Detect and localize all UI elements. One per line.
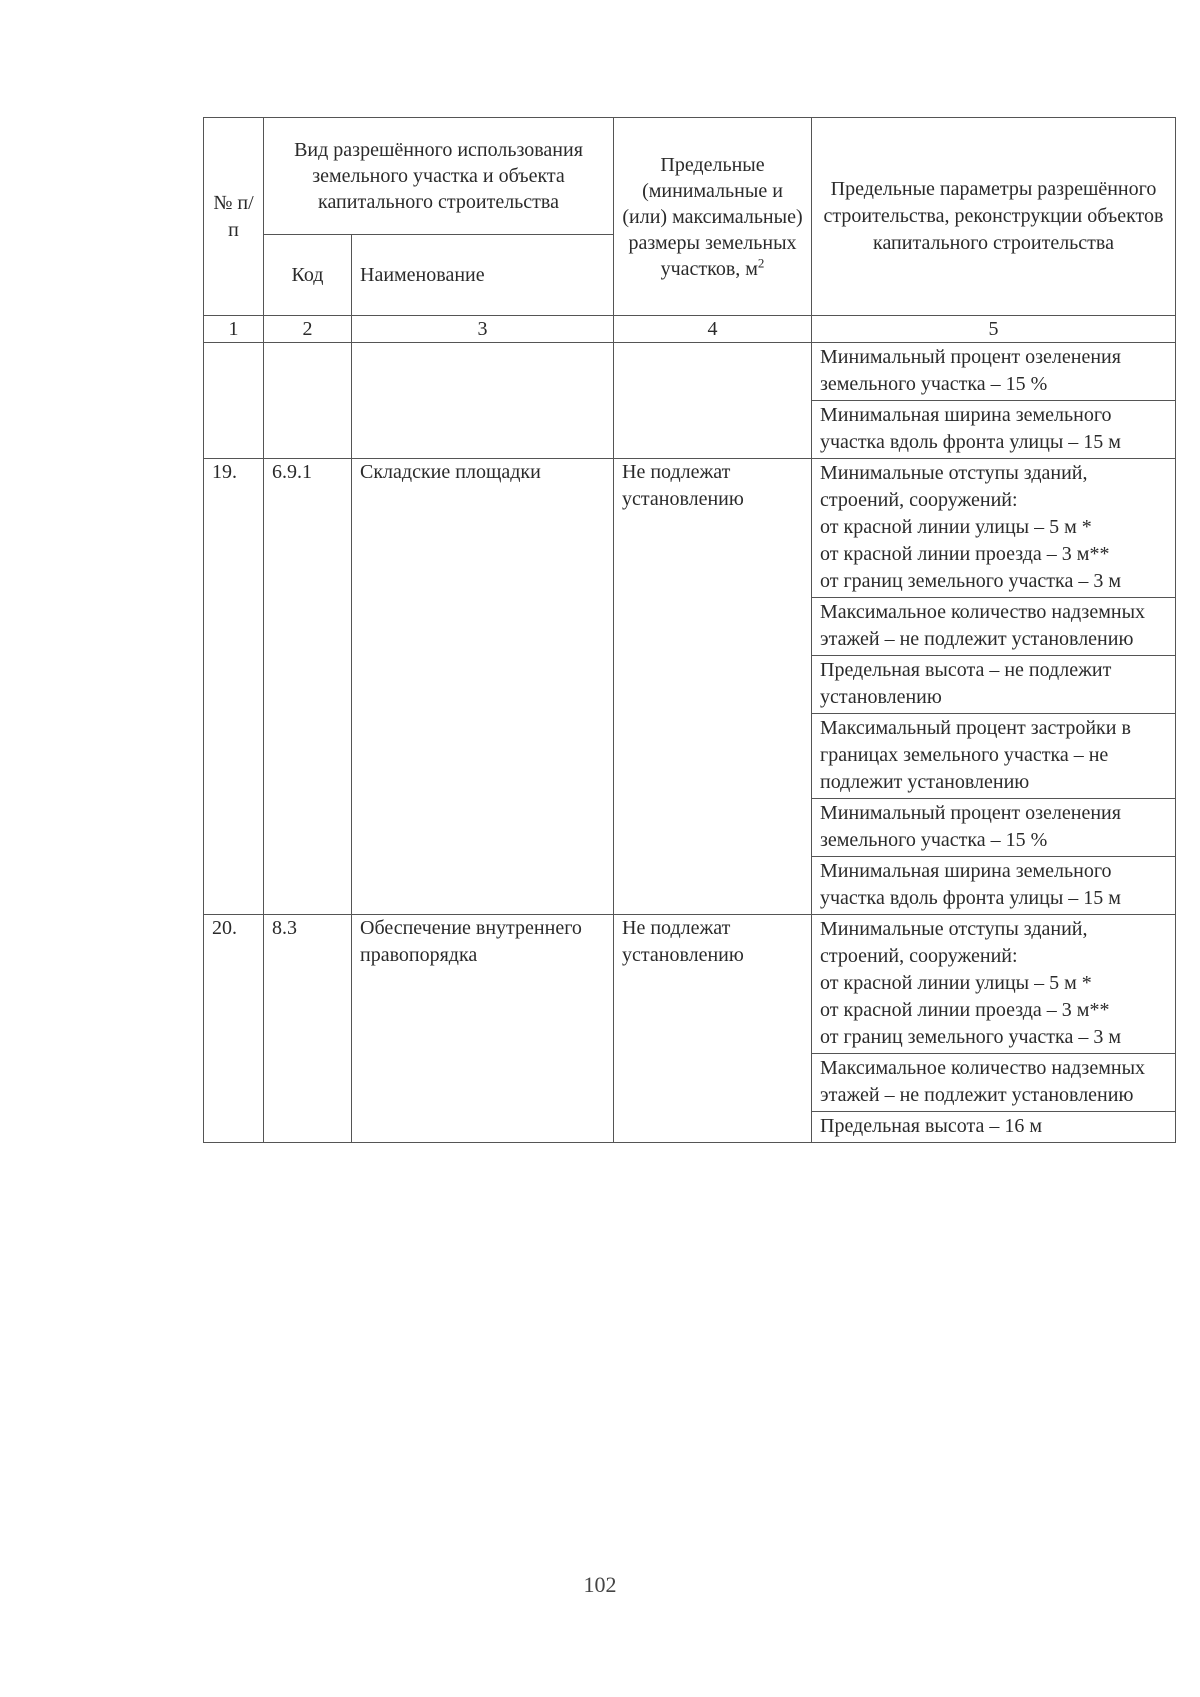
param-line: от красной линии проезда – 3 м** [820,543,1110,565]
land-use-table [203,117,1176,1143]
table-row [204,915,1176,1054]
row-name: Складские площадки [352,459,614,915]
row-code: 8.3 [264,915,352,1143]
empty-cell [614,343,812,459]
header-name: Наименование [352,235,614,316]
column-number: 4 [614,316,812,343]
param-cell: Максимальное количество надземных этажей – не подлежит установлению [812,1054,1176,1112]
param-cell: Предельная высота – не подлежит установлению [812,656,1176,714]
header-sizes: Предельные (минимальные и (или) максимальные) размеры земельных участков, $м^2$ [614,118,812,316]
column-number: 3 [352,316,614,343]
page-number: 102 [583,1572,617,1597]
param-cell: Минимальный процент озеленения земельного участка – 15 % [812,343,1176,401]
row-num: 19. [204,459,264,915]
row-num: 20. [204,915,264,1143]
param-line: от красной линии проезда – 3 м** [820,999,1110,1021]
param-line: Минимальные отступы зданий, строений, сооружений: [820,462,1088,511]
param-cell: Максимальное количество надземных этажей – не подлежит установлению [812,598,1176,656]
param-line: от красной линии улицы – 5 м * [820,972,1092,994]
row-code: 6.9.1 [264,459,352,915]
param-cell: Максимальный процент застройки в границах земельного участка – не подлежит установлению [812,714,1176,799]
header-params: Предельные параметры разрешённого строительства, реконструкции объектов капитального строительства [812,118,1176,316]
column-number-row [204,316,1176,343]
param-line: Минимальные отступы зданий, строений, сооружений: [820,918,1088,967]
param-cell [812,459,1176,598]
empty-cell [264,343,352,459]
column-number: 5 [812,316,1176,343]
continuation-row [204,343,1176,401]
header-num: № п/п [204,118,264,316]
row-sizes: Не подлежат установлению [614,459,812,915]
table-row [204,459,1176,598]
row-sizes: Не подлежат установлению [614,915,812,1143]
empty-cell [204,343,264,459]
row-name: Обеспечение внутреннего правопорядка [352,915,614,1143]
column-number: 2 [264,316,352,343]
param-line: от границ земельного участка – 3 м [820,570,1121,592]
empty-cell [352,343,614,459]
header-code: Код [264,235,352,316]
param-cell: Минимальный процент озеленения земельного участка – 15 % [812,799,1176,857]
column-number: 1 [204,316,264,343]
header-row-top [204,118,1176,235]
param-line: от красной линии улицы – 5 м * [820,516,1092,538]
param-cell [812,915,1176,1054]
param-cell: Минимальная ширина земельного участка вдоль фронта улицы – 15 м [812,857,1176,915]
header-vid-group: Вид разрешённого использования земельного участка и объекта капитального строительства [264,118,614,235]
param-cell: Предельная высота – 16 м [812,1112,1176,1143]
param-line: от границ земельного участка – 3 м [820,1026,1121,1048]
param-cell: Минимальная ширина земельного участка вдоль фронта улицы – 15 м [812,401,1176,459]
